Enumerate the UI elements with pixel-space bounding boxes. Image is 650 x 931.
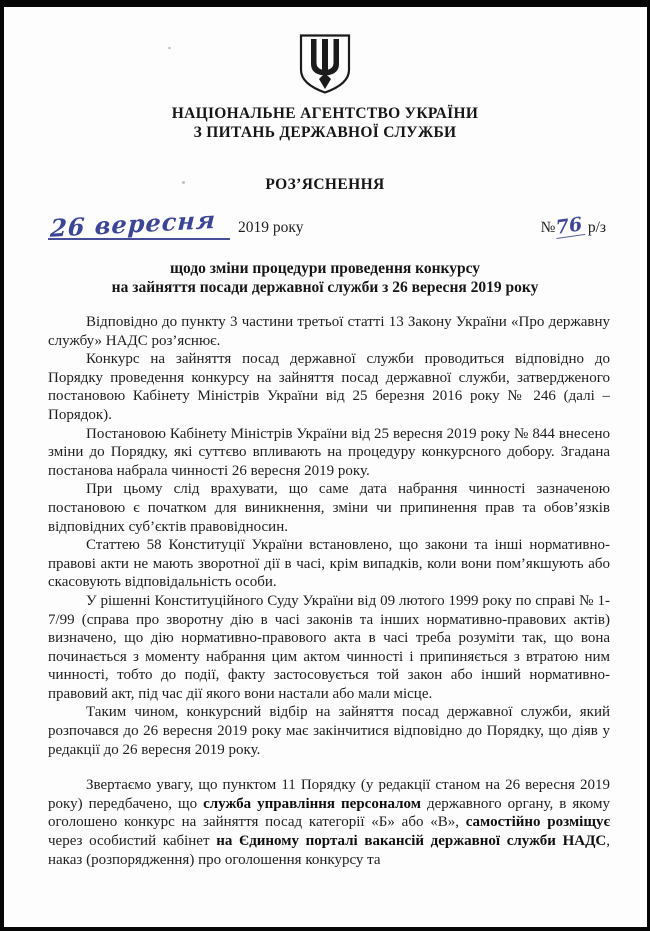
paragraph: Звертаємо увагу, що пунктом 11 Порядку (у редакції станом на 26 вересня 2019 року) передбачено, що служба управління персоналом державного органу, в якому оголошено конкурс на зайняття посад категорії «Б» або «В», самостійно розміщує через особистий кабінет на Єдиному порталі вакансій державної служби НАДС, наказ (розпорядження) про оголошення конкурсу та <box>48 777 610 868</box>
document-title: РОЗ’ЯСНЕННЯ <box>265 176 385 193</box>
paragraph: Відповідно до пункту 3 частини третьої статті 13 Закону України «Про державну службу» НАДС роз’яснює. <box>48 314 610 349</box>
paragraph: Постановою Кабінету Міністрів України від 25 вересня 2019 року № 844 внесено зміни до Порядку, які суттєво впливають на процедуру конкурсного добору. Згадана постанова набрала чинності 26 вересня 2019 року. <box>48 425 610 479</box>
paragraph: У рішенні Конституційного Суду України від 09 лютого 1999 року по справі № 1-7/99 (справа про зворотну дію в часі законів та інших нормативно-правових актів) визначено, що дію нормативно-правового акта в часі треба розуміти так, що вона починається з моменту набрання цим актом чинності і припиняється з втратою ним чинності, тобто до події, факту застосовується той закон або інший нормативно-правовий акт, під час дії якого вони настали або мали місце. <box>48 592 610 702</box>
agency-name-line2: З ПИТАНЬ ДЕРЖАВНОЇ СЛУЖБИ <box>193 124 457 141</box>
scan-speck <box>168 47 171 49</box>
date-printed-year: 2019 року <box>238 219 304 236</box>
document-number-block <box>540 213 606 240</box>
paragraph: Таким чином, конкурсний відбір на зайняття посад державної служби, який розпочався до 26 вересня 2019 року має закінчитися відповідно до Порядку, що діяв у редакції до 26 вересня 2019 року. <box>48 704 610 758</box>
document-body <box>48 313 610 869</box>
agency-name-line1: НАЦІОНАЛЬНЕ АГЕНТСТВО УКРАЇНИ <box>171 105 479 122</box>
paragraph: Статтею 58 Конституції України встановлено, що закони та інші нормативно-правові акти не мають зворотної дії в часі, крім випадків, коли вони пом’якшують або скасовують відповідальність особи. <box>48 537 610 591</box>
paragraph: Конкурс на зайняття посад державної служби проводиться відповідно до Порядку проведення конкурсу на зайняття посад державної служби, затвердженого постановою Кабінету Міністрів України від 25 березня 2016 року № 246 (далі – Порядок). <box>48 351 610 423</box>
scan-edge-bottom <box>0 927 650 931</box>
subject-heading <box>0 260 650 297</box>
agency-name <box>0 104 650 142</box>
date-and-number-row <box>48 194 606 243</box>
subject-line1: щодо зміни процедури проведення конкурсу <box>169 260 481 277</box>
date-block <box>48 204 304 243</box>
ukraine-trident-emblem-icon <box>297 33 353 95</box>
paragraph: При цьому слід врахувати, що саме дата набрання чинності зазначеною постановою є початком для виникнення, зміни чи припинення прав та обов’язків відповідних суб’єктів правовідносин. <box>48 481 610 535</box>
handwritten-number: 76 <box>554 213 585 239</box>
number-sign: № <box>540 219 556 236</box>
number-suffix: р/з <box>587 219 606 236</box>
scan-edge-top <box>0 0 650 7</box>
handwritten-date: 26 вересня <box>49 204 217 243</box>
handwritten-date-underline <box>48 204 230 243</box>
subject-line2: на зайняття посади державної служби з 26 вересня 2019 року <box>111 278 539 296</box>
